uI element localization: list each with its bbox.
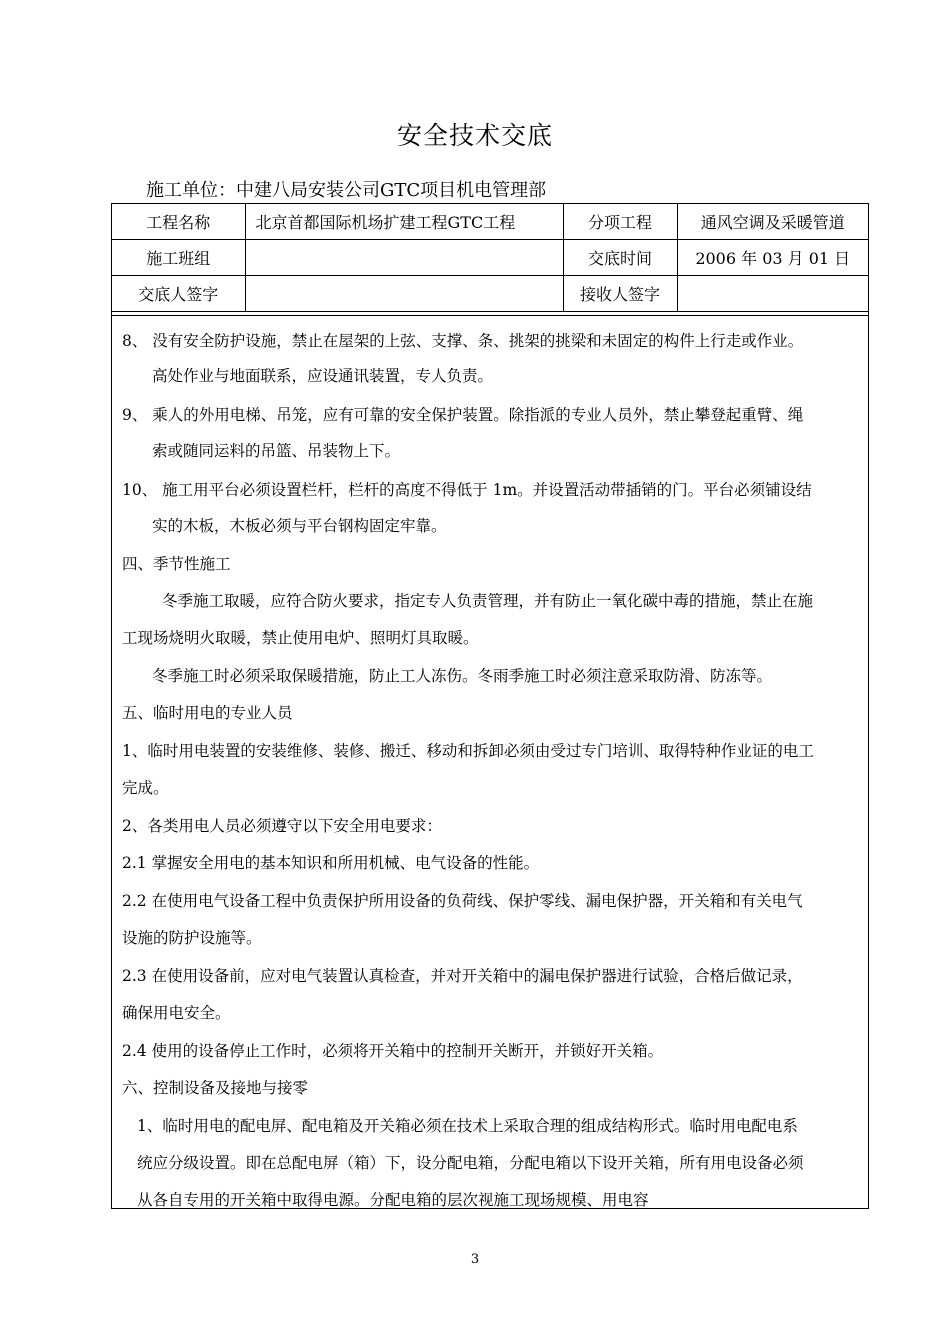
text-line: 工现场烧明火取暖，禁止使用电炉、照明灯具取暖。 <box>122 629 479 647</box>
text-line: 2.2 在使用电气设备工程中负责保护所用设备的负荷线、保护零线、漏电保护器，开关箱和有关电气 <box>122 892 803 910</box>
page-number: 3 <box>470 1252 480 1267</box>
text-line: 完成。 <box>122 779 169 797</box>
text-line: 高处作业与地面联系，应设通讯装置，专人负责。 <box>152 367 494 385</box>
text-line: 1、临时用电装置的安装维修、装修、搬迁、移动和拆卸必须由受过专门培训、取得特种作业证的电工 <box>122 742 814 760</box>
document-title: 安全技术交底 <box>396 121 553 150</box>
section-heading: 四、季节性施工 <box>122 555 231 573</box>
project-name-label: 工程名称 <box>112 204 245 240</box>
team-label: 施工班组 <box>112 240 245 276</box>
briefing-frame <box>111 203 869 1209</box>
table-row <box>112 276 868 312</box>
project-name-value: 北京首都国际机场扩建工程GTC工程 <box>245 204 563 240</box>
construction-unit-line: 施工单位：中建八局安装公司GTC项目机电管理部 <box>146 180 547 201</box>
team-value <box>245 240 563 276</box>
text-line: 2.3 在使用设备前，应对电气装置认真检查，并对开关箱中的漏电保护器进行试验，合格后做记录， <box>122 967 803 985</box>
section-heading: 六、控制设备及接地与接零 <box>122 1079 309 1097</box>
sub-project-label: 分项工程 <box>563 204 677 240</box>
table-row <box>112 204 868 240</box>
date-label: 交底时间 <box>563 240 677 276</box>
table-row <box>112 240 868 276</box>
text-line: 索或随同运料的吊篮、吊装物上下。 <box>152 442 401 460</box>
text-line: 2.1 掌握安全用电的基本知识和所用机械、电气设备的性能。 <box>122 854 540 872</box>
sub-project-value: 通风空调及采暖管道 <box>677 204 868 240</box>
giver-sign-value <box>245 276 563 312</box>
header-table <box>112 204 868 312</box>
text-line: 确保用电安全。 <box>122 1004 231 1022</box>
text-line: 1、临时用电的配电屏、配电箱及开关箱必须在技术上采取合理的组成结构形式。临时用电配电系 <box>137 1117 798 1135</box>
text-line: 2、各类用电人员必须遵守以下安全用电要求： <box>122 817 442 835</box>
text-line: 8、 没有安全防护设施，禁止在屋架的上弦、支撑、条、挑架的挑梁和未固定的构件上行走或作业。 <box>122 332 804 350</box>
text-line: 统应分级设置。即在总配电屏（箱）下，设分配电箱，分配电箱以下设开关箱，所有用电设备必须 <box>137 1154 804 1172</box>
section-heading: 五、临时用电的专业人员 <box>122 704 293 722</box>
text-line: 9、 乘人的外用电梯、吊笼，应有可靠的安全保护装置。除指派的专业人员外，禁止攀登起重臂、绳 <box>122 406 804 424</box>
receiver-sign-label: 接收人签字 <box>563 276 677 312</box>
text-line: 冬季施工取暖，应符合防火要求，指定专人负责管理，并有防止一氧化碳中毒的措施，禁止在施 <box>162 592 814 610</box>
text-line: 从各自专用的开关箱中取得电源。分配电箱的层次视施工现场规模、用电容 <box>137 1191 649 1209</box>
briefing-content <box>112 315 868 1209</box>
text-line: 冬季施工时必须采取保暖措施，防止工人冻伤。冬雨季施工时必须注意采取防滑、防冻等。 <box>152 667 773 685</box>
text-line: 2.4 使用的设备停止工作时，必须将开关箱中的控制开关断开，并锁好开关箱。 <box>122 1042 664 1060</box>
text-line: 设施的防护设施等。 <box>122 929 262 947</box>
text-line: 10、 施工用平台必须设置栏杆，栏杆的高度不得低于 1m。并设置活动带插销的门。平台必须铺设结 <box>122 481 812 499</box>
receiver-sign-value <box>677 276 868 312</box>
giver-sign-label: 交底人签字 <box>112 276 245 312</box>
text-line: 实的木板，木板必须与平台钢构固定牢靠。 <box>152 517 447 535</box>
date-value: 2006 年 03 月 01 日 <box>677 240 868 276</box>
